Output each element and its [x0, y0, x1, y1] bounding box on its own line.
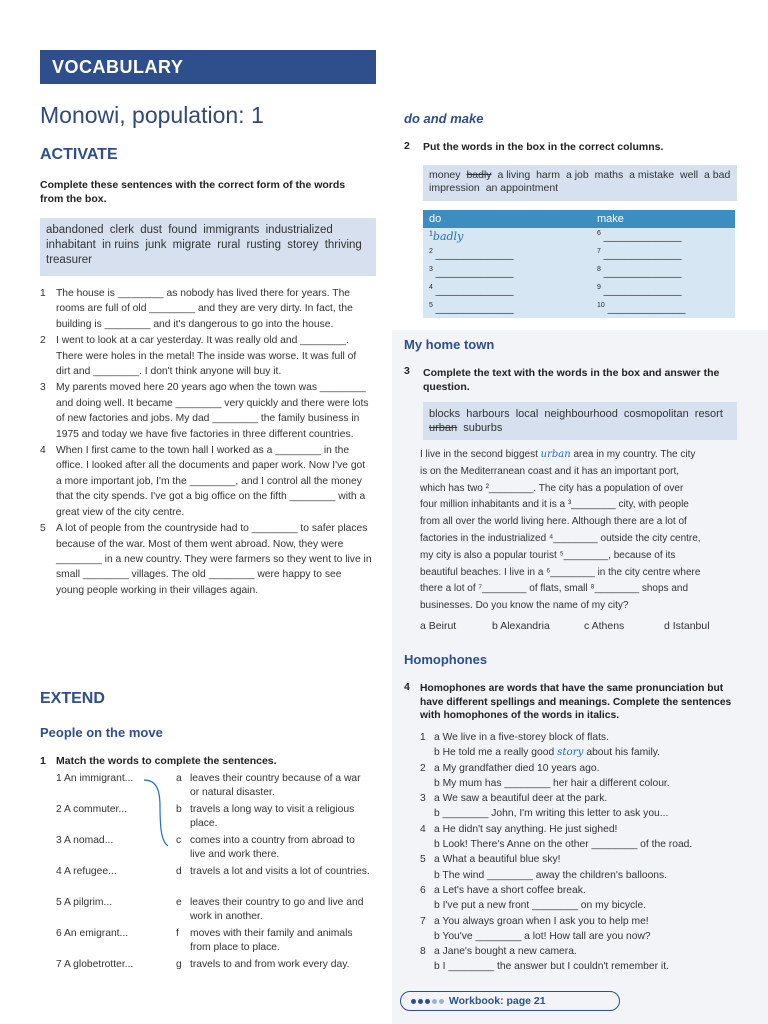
do-cell: $^2$ ______________ [423, 246, 591, 264]
exercise-3-number: 3 [404, 365, 410, 377]
sentence-b: He told me a really good [442, 747, 555, 759]
homophone-line-a: 4 a He didn't say anything. He just sighed! [420, 822, 750, 837]
item-number: 2 [40, 335, 46, 347]
box-word: badly [466, 169, 492, 181]
option-text: Alexandria [500, 620, 550, 632]
section-banner: VOCABULARY [40, 50, 376, 84]
match-left-item: 5 A pilgrim... [56, 897, 113, 908]
box-word: well [680, 169, 699, 181]
activate-exercise [40, 286, 372, 599]
page-title: Monowi, population: 1 [40, 102, 264, 128]
match-right-item [176, 865, 372, 879]
exercise-item [40, 443, 372, 520]
homophone-line-b: b Look! There's Anne on the other ________ of the road. [434, 839, 693, 851]
cell-number: 8 [597, 266, 601, 273]
homophone-line-b: b He told me a really good story about his family. [434, 746, 660, 759]
item-text: I went to look at a car yesterday. It was really old and ________. There were holes in the metal! The inside was worse. It was full of dirt and ________. I don't think anyone will buy it. [56, 335, 357, 378]
text-line [420, 481, 750, 498]
do-column-header: do [423, 210, 591, 228]
match-right-item [176, 958, 372, 972]
match-left-item: 2 A commuter... [56, 804, 127, 815]
answer-option [584, 620, 624, 632]
do-cell [423, 228, 591, 246]
option-text: Athens [591, 620, 625, 632]
workbook-reference[interactable] [400, 991, 620, 1011]
option-text: Istanbul [672, 620, 710, 632]
sentence-b-end: about his family. [586, 747, 660, 759]
box-word: storey [287, 239, 319, 251]
item-text: When I first came to the town hall I worked as a ________ in the office. I looked after all the documents and paper work. Now I've got a more important job, I'm the ________, and I control all the money that the city spends. I've got a big office on the fifth ________ with a great view of the city centre. [56, 445, 366, 518]
match-text: travels to and from work every day. [190, 959, 350, 970]
exercise-3-instruction: Complete the text with the words in the box and answer the question. [423, 367, 720, 393]
extend-heading: EXTEND [40, 690, 105, 707]
match-left-item: 7 A globetrotter... [56, 959, 134, 970]
match-right-item [176, 834, 372, 862]
match-left-item: 6 An emigrant... [56, 928, 129, 939]
cell-number: 4 [429, 284, 433, 291]
box-word: abandoned [46, 224, 104, 236]
sentence-b: ________ John, I'm writing this letter to ask you... [442, 808, 669, 820]
sentence-a: Let's have a short coffee break. [442, 884, 586, 896]
make-cell: $^{10}$ ______________ [591, 300, 735, 318]
sentence-a: Jane's bought a new camera. [442, 946, 577, 958]
homophone-line-b: b ________ John, I'm writing this letter to ask you... [434, 808, 669, 820]
exercise-4-instruction: Homophones are words that have the same pronunciation but have different spellings and meanings. Complete the sentences with homophones of the words in italics. [420, 683, 732, 721]
do-cell: $^3$ ______________ [423, 264, 591, 282]
text-line-content: area in my country. The city [573, 449, 696, 460]
cell-number: 10 [597, 302, 605, 309]
box-word: inhabitant [46, 239, 96, 251]
exercise-item [40, 286, 372, 332]
activate-heading: ACTIVATE [40, 146, 118, 163]
homophone-line-a: 3 a We saw a beautiful deer at the park. [420, 791, 750, 806]
answer-option [420, 620, 456, 632]
text-line-content: I live in the second biggest [420, 449, 538, 460]
box-word: clerk [109, 224, 135, 236]
activate-instruction: Complete these sentences with the correct form of the words from the box. [40, 179, 346, 205]
homophone-line-a: 6 a Let's have a short coffee break. [420, 883, 750, 898]
item-number: 4 [420, 823, 426, 835]
match-left-item: 4 A refugee... [56, 866, 117, 877]
match-letter: d [176, 866, 182, 877]
exercise-2-number: 2 [404, 140, 410, 152]
box-word: urban [429, 422, 458, 434]
option-letter: d [664, 620, 670, 632]
answer-option [492, 620, 550, 632]
text-line-content: four million inhabitants and it is a ³________ city, with people [420, 499, 689, 511]
sentence-b: My mum has ________ her hair a different colour. [442, 777, 670, 789]
item-number: 5 [40, 523, 46, 535]
text-line [420, 447, 750, 464]
box-word: rural [217, 239, 241, 251]
match-left-item: 3 A nomad... [56, 835, 114, 846]
home-town-options [420, 620, 750, 636]
box-word: thriving [324, 239, 362, 251]
sentence-a: We saw a beautiful deer at the park. [442, 793, 608, 805]
box-word: blocks [429, 408, 461, 420]
homophone-line-b: b My mum has ________ her hair a different colour. [434, 777, 670, 789]
item-number: 6 [420, 884, 426, 896]
text-line-content: my city is also a popular tourist ⁵________, because of its [420, 549, 676, 561]
homophone-line-b: b I ________ the answer but I couldn't remember it. [434, 961, 669, 973]
text-line-content: is on the Mediterranean coast and it has an important port, [420, 465, 680, 477]
handwritten-answer: urban [540, 449, 571, 460]
matching-exercise [56, 772, 376, 982]
item-number: 1 [40, 288, 46, 299]
box-word: money [429, 169, 461, 181]
box-word: in ruins [102, 239, 140, 251]
box-word: suburbs [463, 422, 503, 434]
exercise-item [40, 521, 372, 598]
text-line [420, 598, 750, 615]
exercise-1-number: 1 [40, 755, 46, 767]
homophone-line-a: 1 a We live in a five-storey block of flats. [420, 730, 750, 745]
home-town-word-box [423, 402, 737, 440]
homophone-line-a: 7 a You always groan when I ask you to help me! [420, 914, 750, 929]
match-text: travels a long way to visit a religious place. [190, 804, 355, 829]
box-word: harm [536, 169, 561, 181]
sentence-a: My grandfather died 10 years ago. [442, 762, 600, 774]
sentence-b: Look! There's Anne on the other ________ of the road. [442, 839, 693, 851]
homophone-line-b: b You've ________ a lot! How tall are you now? [434, 930, 651, 942]
box-word: maths [594, 169, 624, 181]
box-word: harbours [466, 408, 510, 420]
make-cell: $^7$ ______________ [591, 246, 735, 264]
match-text: leaves their country because of a war or natural disaster. [190, 773, 361, 798]
handwritten-answer: story [557, 746, 584, 759]
people-on-move-heading: People on the move [40, 725, 163, 740]
box-word: a living [497, 169, 531, 181]
text-line-content: beautiful beaches. I live in a ⁶________ in the city centre where [420, 566, 701, 578]
box-word: found [168, 224, 197, 236]
match-right-item [176, 896, 372, 924]
sentence-b: I've put a new front ________ on my bicycle. [442, 900, 647, 912]
item-text: A lot of people from the countryside had to ________ to safer places because of the war. Most of them went abroad. Now, they were ________ in a new country. They were farmers so they went to live in small ________ villages. The old ________ were happy to see young people working in their villages again. [56, 523, 372, 596]
activate-word-box [40, 218, 376, 276]
text-line-content: businesses. Do you know the name of my city? [420, 600, 629, 612]
text-line-content: which has two ²________. The city has a population of over [420, 482, 684, 494]
match-right-item [176, 803, 372, 831]
item-text: The house is ________ as nobody has lived there for years. The rooms are full of old ________ and they are very dirty. In fact, the building is ________ and it's dangerous to go into the house. [56, 288, 353, 330]
box-word: rusting [246, 239, 281, 251]
exercise-item [40, 333, 372, 379]
homophone-line-b: b The wind ________ away the children's balloons. [434, 869, 668, 881]
match-letter: a [176, 773, 182, 784]
handwritten-answer: badly [432, 230, 464, 243]
item-number: 2 [420, 762, 426, 774]
exercise-1-instruction: Match the words to complete the sentences. [56, 755, 277, 767]
make-column-header: make [591, 210, 735, 228]
sentence-a: You always groan when I ask you to help me! [442, 915, 649, 927]
answer-option [664, 620, 710, 632]
match-letter: b [176, 804, 182, 815]
cell-number: 2 [429, 248, 433, 255]
item-number: 3 [420, 793, 426, 805]
box-word: resort [694, 408, 723, 420]
match-letter: c [176, 835, 182, 846]
sentence-a: We live in a five-storey block of flats. [442, 732, 609, 743]
option-letter: a [420, 620, 426, 632]
match-text: moves with their family and animals from place to place. [190, 928, 353, 953]
sentence-a: He didn't say anything. He just sighed! [442, 823, 618, 835]
text-line [420, 514, 750, 531]
item-number: 4 [40, 445, 46, 457]
match-text: leaves their country to go and live and work in another. [190, 897, 364, 922]
exercise-item [40, 380, 372, 442]
match-right-item [176, 772, 372, 800]
text-line-content: from all over the world living here. Although there are a lot of [420, 516, 687, 528]
item-text: My parents moved here 20 years ago when the town was ________ and doing well. It became ________ very quickly and there were lots of new factories and jobs. My dad ________ the family business in 1975 and today we have five factories in three different countries. [56, 382, 369, 440]
option-letter: b [492, 620, 498, 632]
homophones-heading: Homophones [404, 652, 488, 667]
box-word: migrate [172, 239, 212, 251]
option-text: Beirut [428, 620, 457, 632]
home-town-text [420, 447, 750, 615]
cell-number: 3 [429, 266, 433, 273]
item-number: 1 [420, 732, 426, 743]
sentence-b: You've ________ a lot! How tall are you now? [442, 930, 651, 942]
box-word: a job [565, 169, 589, 181]
text-line [420, 531, 750, 548]
sentence-b: The wind ________ away the children's balloons. [442, 869, 668, 881]
exercise-4-number: 4 [404, 681, 410, 693]
homophones-exercise [420, 730, 750, 975]
match-right-item [176, 927, 372, 955]
text-line [420, 581, 750, 598]
box-word: industrialized [265, 224, 333, 236]
text-line [420, 464, 750, 481]
box-word: cosmopolitan [623, 408, 689, 420]
do-cell: $^5$ ______________ [423, 300, 591, 318]
cell-number: 5 [429, 302, 433, 309]
cell-number: 9 [597, 284, 601, 291]
cell-number: 7 [597, 248, 601, 255]
match-text: comes into a country from abroad to live and work there. [190, 835, 355, 860]
text-line [420, 565, 750, 582]
sentence-b: I ________ the answer but I couldn't remember it. [442, 961, 669, 973]
do-make-word-box [423, 165, 737, 201]
item-number: 7 [420, 915, 426, 927]
box-word: a bad impression [429, 169, 731, 194]
cell-number: 1 [429, 230, 433, 238]
match-text: travels a lot and visits a lot of countries. [190, 866, 370, 877]
match-letter: g [176, 959, 182, 970]
workbook-label: Workbook: page 21 [448, 995, 546, 1007]
home-town-heading: My home town [404, 337, 495, 352]
homophone-line-b: b I've put a new front ________ on my bicycle. [434, 900, 647, 912]
box-word: an appointment [485, 182, 559, 194]
item-number: 3 [40, 382, 46, 394]
match-letter: f [176, 928, 179, 939]
make-cell: $^9$ ______________ [591, 282, 735, 300]
exercise-2-instruction: Put the words in the box in the correct columns. [423, 141, 664, 153]
do-make-table [423, 210, 735, 318]
make-cell: $^6$ ______________ [591, 228, 735, 246]
text-line [420, 497, 750, 514]
homophone-line-a: 2 a My grandfather died 10 years ago. [420, 761, 750, 776]
do-cell: $^4$ ______________ [423, 282, 591, 300]
match-left-item: 1 An immigrant... [56, 773, 134, 784]
text-line-content: factories in the industrialized ⁴________ outside the city centre, [420, 532, 701, 544]
sentence-a: What a beautiful blue sky! [442, 854, 561, 866]
box-word: junk [145, 239, 167, 251]
box-word: neighbourhood [544, 408, 618, 420]
box-word: local [515, 408, 539, 420]
box-word: treasurer [46, 254, 93, 266]
cell-number: 6 [597, 230, 601, 237]
homophone-line-a: 8 a Jane's bought a new camera. [420, 944, 750, 959]
dots-icon [411, 995, 446, 1007]
item-number: 8 [420, 946, 426, 958]
homophone-line-a: 5 a What a beautiful blue sky! [420, 852, 750, 867]
option-letter: c [584, 620, 590, 632]
text-line-content: there a lot of ⁷________ of flats, small ⁸________ shops and [420, 583, 689, 595]
item-number: 5 [420, 854, 426, 866]
box-word: immigrants [203, 224, 260, 236]
text-line [420, 548, 750, 565]
box-word: dust [140, 224, 162, 236]
make-cell: $^8$ ______________ [591, 264, 735, 282]
do-make-heading: do and make [404, 111, 484, 126]
box-word: a mistake [629, 169, 675, 181]
match-letter: e [176, 897, 182, 908]
